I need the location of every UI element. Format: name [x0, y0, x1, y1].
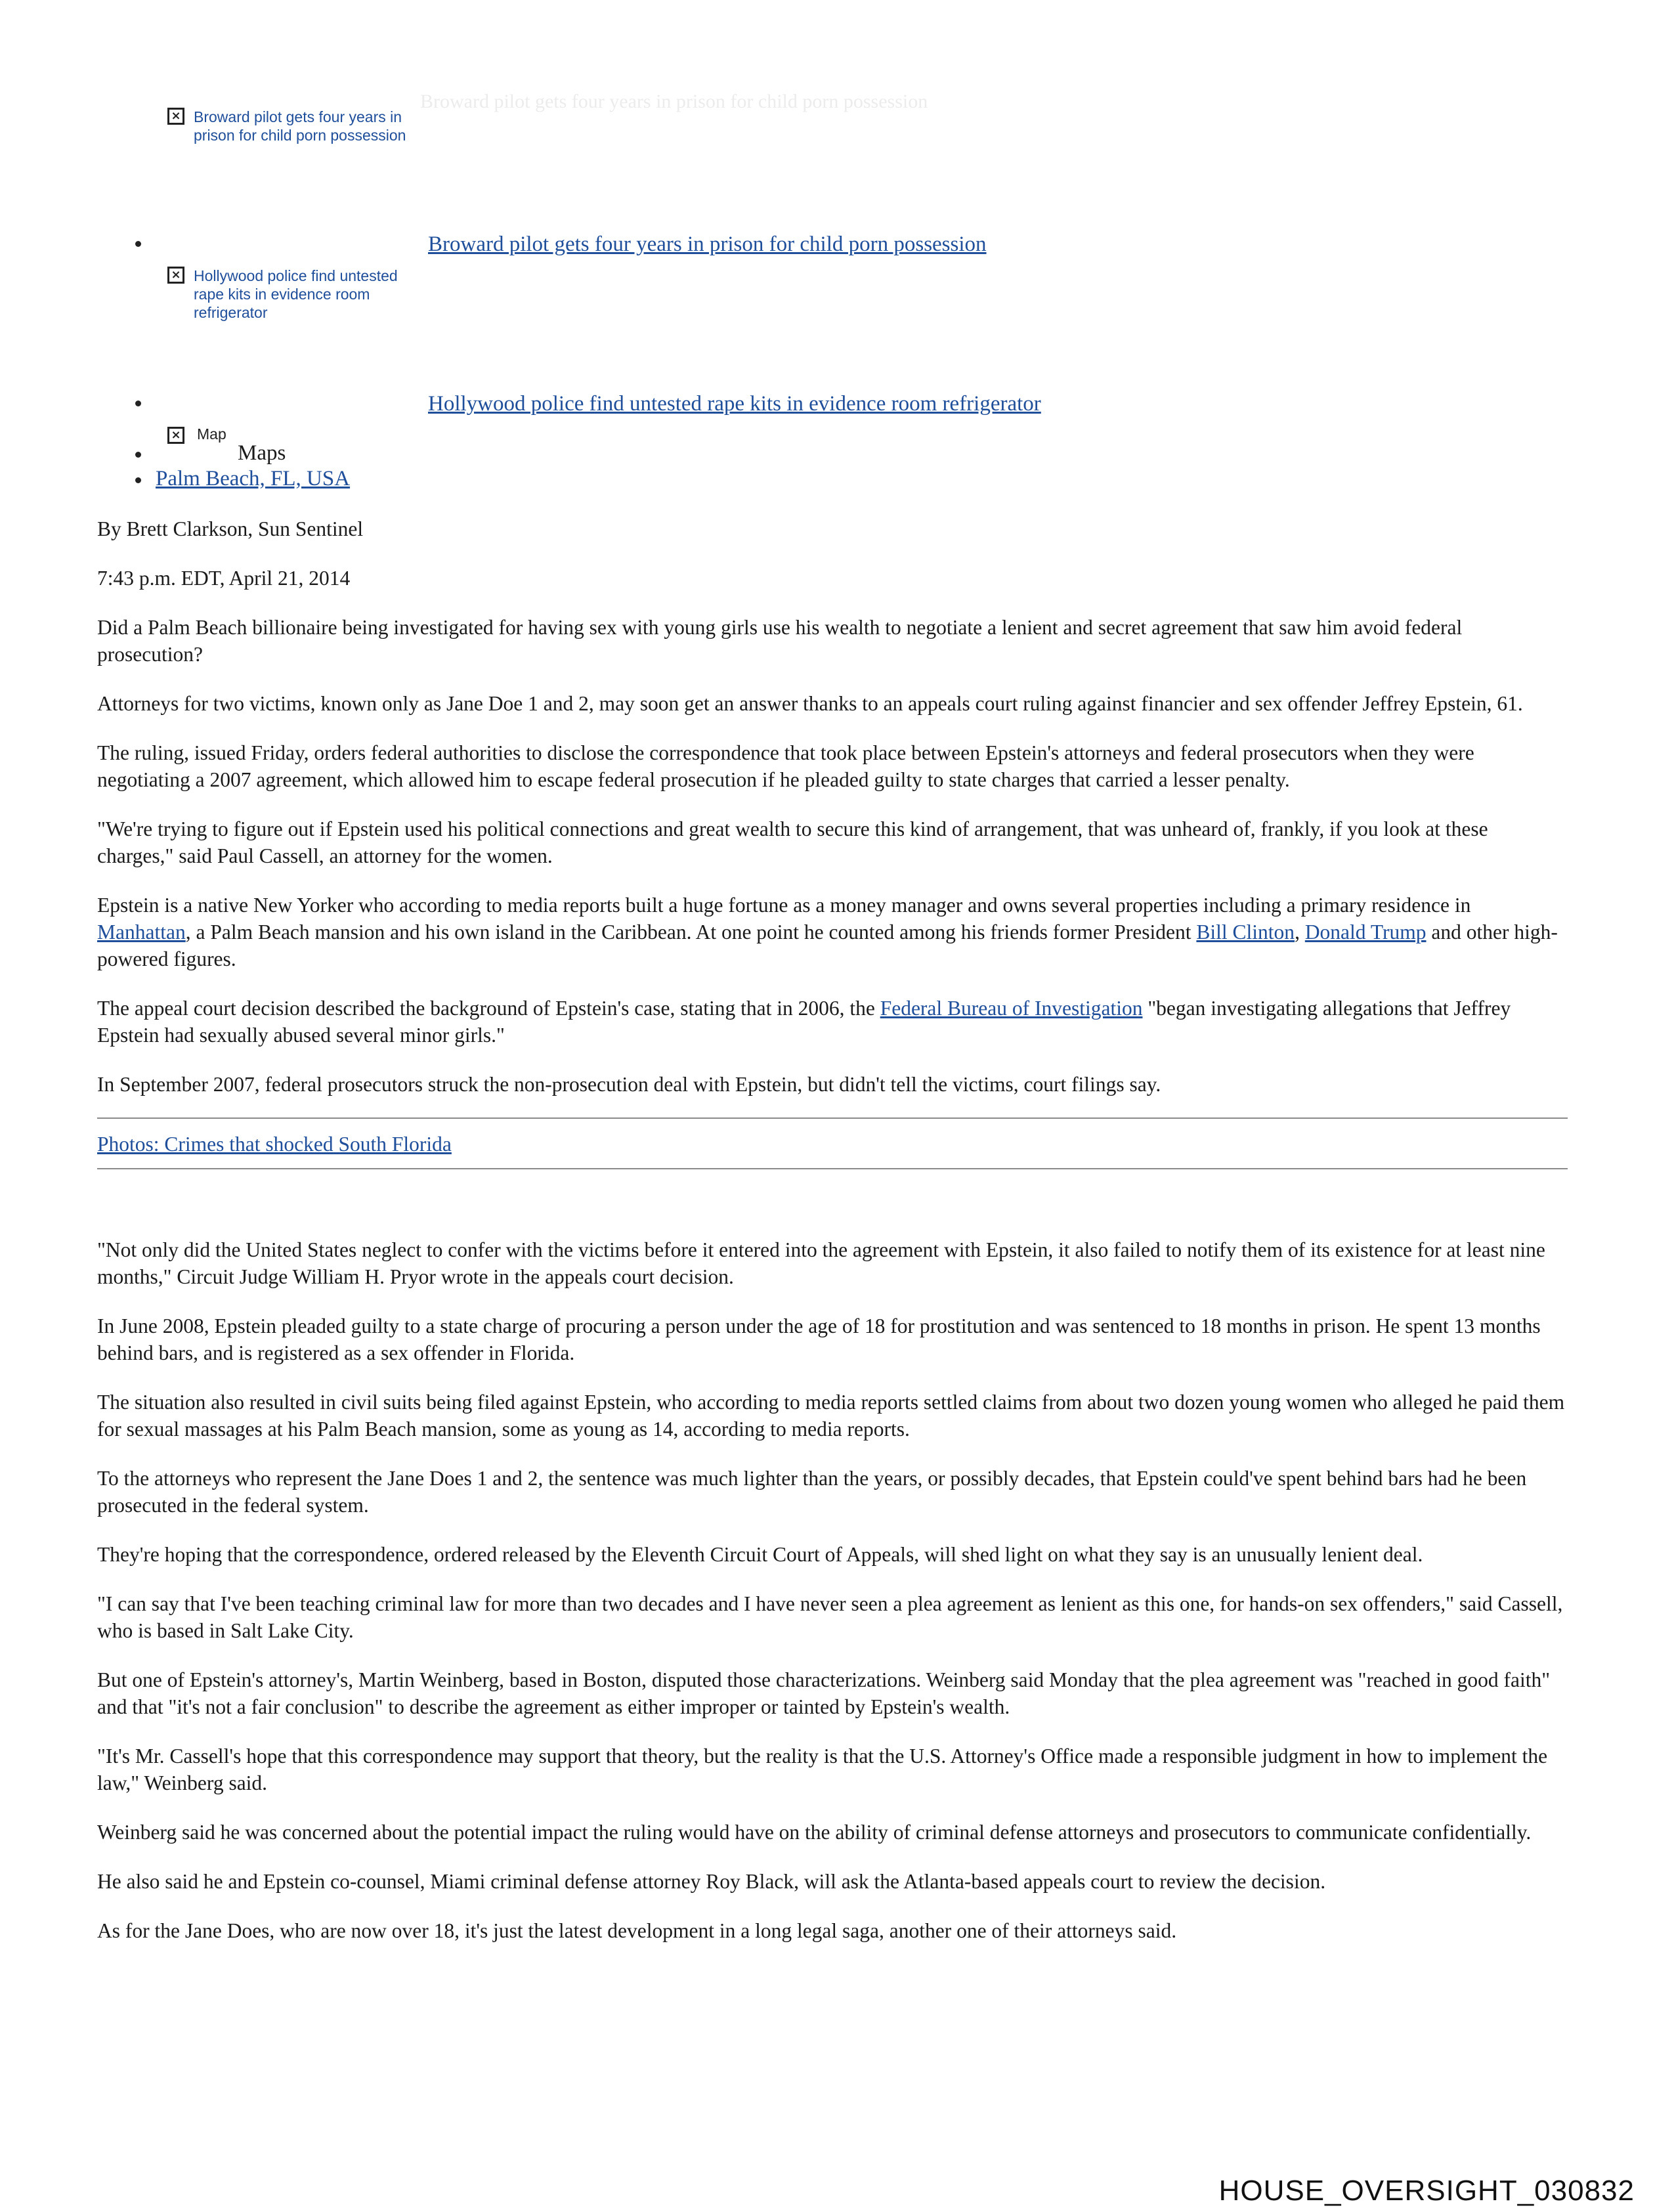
paragraph: In June 2008, Epstein pleaded guilty to a state charge of procuring a person under the age of 18 for prostitution and was sentenced to 18 months in prison. He spent 13 months behind bars, and is registered as a sex offender in Florida. — [97, 1314, 1541, 1364]
byline: By Brett Clarkson, Sun Sentinel — [97, 517, 364, 540]
paragraph: Did a Palm Beach billionaire being investigated for having sex with young girls use his wealth to negotiate a lenient and secret agreement that saw him avoid federal prosecution? — [97, 616, 1463, 666]
broken-image-icon: × — [167, 267, 184, 284]
divider-bottom — [97, 1168, 1568, 1169]
paragraph: Weinberg said he was concerned about the potential impact the ruling would have on the ability of criminal defense attorneys and prosecutors to communicate confidentially. — [97, 1821, 1532, 1844]
text-run: , a Palm Beach mansion and his own island in the Caribbean. At one point he counted among his friends former President — [185, 921, 1197, 943]
text-run: , — [1295, 921, 1305, 943]
location-link[interactable]: Palm Beach, FL, USA — [156, 467, 351, 490]
related-link-2[interactable]: Hollywood police find untested rape kits in evidence room refrigerator — [428, 392, 1041, 416]
fbi-link[interactable]: Federal Bureau of Investigation — [880, 997, 1143, 1020]
faint-headline: Broward pilot gets four years in prison for child porn possession — [420, 91, 928, 112]
timestamp: 7:43 p.m. EDT, April 21, 2014 — [97, 567, 351, 590]
paragraph: But one of Epstein's attorney's, Martin Weinberg, based in Boston, disputed those characterizations. Weinberg said Monday that the plea agreement was "reached in good faith" and that "it's not a fair conclusion" to describe the agreement as either improper or tainted by Epstein's wealth. — [97, 1668, 1551, 1718]
photos-row — [97, 1119, 1568, 1168]
bullet-icon — [135, 477, 141, 483]
related-link-1[interactable]: Broward pilot gets four years in prison for child porn possession — [428, 232, 987, 256]
donald-trump-link[interactable]: Donald Trump — [1304, 921, 1427, 943]
article-body — [97, 515, 1568, 1966]
thumb-alt-text-1: Broward pilot gets four years in prison for child porn possession — [194, 108, 406, 144]
paragraph: "I can say that I've been teaching criminal law for more than two decades and I have never seen a plea agreement as lenient as this one, for hands-on sex offenders," said Cassell, who is based in Salt Lake City. — [97, 1592, 1563, 1642]
bill-clinton-link[interactable]: Bill Clinton — [1196, 921, 1295, 943]
paragraph: Attorneys for two victims, known only as Jane Doe 1 and 2, may soon get an answer thanks to an appeals court ruling against financier and sex offender Jeffrey Epstein, 61. — [97, 692, 1523, 715]
paragraph: To the attorneys who represent the Jane Does 1 and 2, the sentence was much lighter than the years, or possibly decades, that Epstein could've spent behind bars had he been prosecuted in the federal system. — [97, 1467, 1527, 1517]
text-run: and other high-powered figures. — [97, 921, 1558, 970]
paragraph-with-links — [97, 892, 1568, 972]
paragraph: They're hoping that the correspondence, ordered released by the Eleventh Circuit Court of Appeals, will shed light on what they say is an unusually lenient deal. — [97, 1543, 1423, 1566]
broken-image-icon: × — [167, 427, 184, 444]
thumb-alt-text-2: Hollywood police find untested rape kits in evidence room refrigerator — [194, 267, 398, 321]
photos-gallery-link[interactable]: Photos: Crimes that shocked South Florida — [97, 1133, 452, 1156]
paragraph: The ruling, issued Friday, orders federal authorities to disclose the correspondence that took place between Epstein's attorneys and federal prosecutors when they were negotiating a 2007 agreement, which allowed him to escape federal prosecution if he pleaded guilty to state charges that carried a lesser penalty. — [97, 741, 1474, 791]
paragraph-with-links — [97, 995, 1568, 1049]
paragraph: In September 2007, federal prosecutors struck the non-prosecution deal with Epstein, but didn't tell the victims, court filings say. — [97, 1073, 1161, 1096]
text-run: The appeal court decision described the background of Epstein's case, stating that in 2006, the — [97, 997, 880, 1020]
map-alt-text: Map — [197, 425, 226, 443]
text-run: Epstein is a native New Yorker who according to media reports built a huge fortune as a money manager and owns several properties including a primary residence in — [97, 894, 1471, 917]
document-id: HOUSE_OVERSIGHT_030832 — [1218, 2175, 1635, 2207]
related-thumb-1[interactable] — [167, 108, 417, 144]
related-thumb-2[interactable] — [167, 267, 417, 322]
paragraph: "Not only did the United States neglect to confer with the victims before it entered into the agreement with Epstein, it also failed to notify them of its existence for at least nine months," Circuit Judge William H. Pryor wrote in the appeals court decision. — [97, 1238, 1545, 1288]
bullet-icon — [135, 401, 141, 406]
paragraph: "It's Mr. Cassell's hope that this correspondence may support that theory, but the reality is that the U.S. Attorney's Office made a responsible judgment in how to implement the law," Weinberg said. — [97, 1745, 1548, 1794]
bullet-icon — [135, 452, 141, 458]
paragraph: As for the Jane Does, who are now over 18, it's just the latest development in a long legal saga, another one of their attorneys said. — [97, 1919, 1177, 1942]
bullet-icon — [135, 241, 141, 247]
paragraph: "We're trying to figure out if Epstein used his political connections and great wealth to secure this kind of arrangement, that was unheard of, frankly, if you look at these charges," said Paul Cassell, an attorney for the women. — [97, 817, 1488, 867]
broken-image-icon: × — [167, 108, 184, 125]
paragraph: The situation also resulted in civil suits being filed against Epstein, who according to media reports settled claims from about two dozen young women who alleged he paid them for sexual massages at his Palm Beach mansion, some as young as 14, according to media reports. — [97, 1391, 1565, 1441]
text-run: "began investigating allegations that Jeffrey Epstein had sexually abused several minor girls." — [97, 997, 1511, 1047]
maps-label: Maps — [238, 441, 286, 465]
manhattan-link[interactable]: Manhattan — [97, 921, 186, 943]
paragraph: He also said he and Epstein co-counsel, Miami criminal defense attorney Roy Black, will ask the Atlanta-based appeals court to review the decision. — [97, 1870, 1326, 1893]
map-thumb[interactable] — [167, 427, 194, 444]
